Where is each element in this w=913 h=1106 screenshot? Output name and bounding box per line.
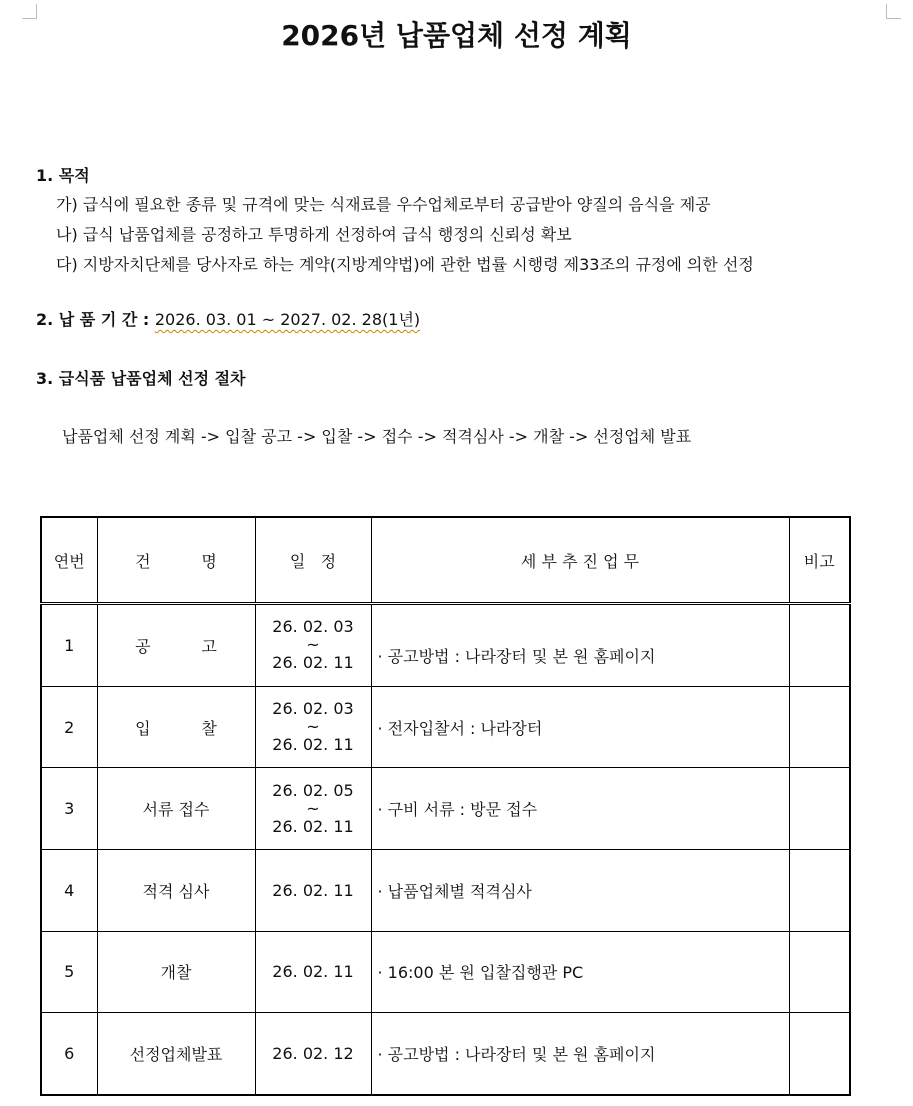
detail-text: · 공고방법 : 나라장터 및 본 원 홈페이지	[377, 646, 656, 666]
row-detail	[371, 849, 789, 931]
header-date: 일 정	[255, 517, 371, 604]
table-header-row	[41, 517, 850, 604]
section2-line	[36, 307, 420, 330]
section2-heading: 2. 납 품 기 간 :	[36, 310, 150, 329]
supply-period: 2026. 03. 01 ~ 2027. 02. 28(1년)	[154, 310, 421, 329]
row-note	[789, 604, 850, 687]
row-date: 26. 02. 11	[255, 931, 371, 1013]
header-name: 건 명	[97, 517, 255, 604]
row-date	[255, 768, 371, 850]
row-date	[255, 604, 371, 687]
table-row	[41, 686, 850, 768]
row-name: 공 고	[97, 604, 255, 687]
detail-text: · 구비 서류 : 방문 접수	[377, 800, 538, 820]
section1-item-b: 나) 급식 납품업체를 공정하고 투명하게 선정하여 급식 행정의 신뢰성 확보	[56, 225, 572, 244]
section3-heading: 3. 급식품 납품업체 선정 절차	[36, 369, 246, 388]
row-detail	[371, 931, 789, 1013]
row-name: 개찰	[97, 931, 255, 1013]
row-no: 3	[41, 768, 97, 850]
row-name: 선정업체발표	[97, 1013, 255, 1095]
section1-heading: 1. 목적	[36, 166, 90, 185]
table-row	[41, 1013, 850, 1095]
date-start: 26. 02. 05	[272, 780, 354, 800]
row-note	[789, 768, 850, 850]
row-detail	[371, 768, 789, 850]
schedule-table	[40, 516, 851, 1096]
detail-text: · 공고방법 : 나라장터 및 본 원 홈페이지	[377, 1045, 656, 1065]
detail-text: · 전자입찰서 : 나라장터	[377, 718, 543, 738]
date-start: 26. 02. 03	[272, 617, 354, 637]
row-date: 26. 02. 11	[255, 849, 371, 931]
selection-procedure: 납품업체 선정 계획 -> 입찰 공고 -> 입찰 -> 접수 -> 적격심사 -> 개찰 -> 선정업체 발표	[62, 427, 692, 446]
date-tilde: ~	[306, 635, 320, 655]
date-tilde: ~	[306, 717, 320, 736]
row-no: 5	[41, 931, 97, 1013]
date-end: 26. 02. 11	[272, 735, 354, 754]
section1-item-c: 다) 지방자치단체를 당사자로 하는 계약(지방계약법)에 관한 법률 시행령 제33조의 규정에 의한 선정	[56, 255, 754, 274]
row-no: 1	[41, 604, 97, 687]
row-note	[789, 931, 850, 1013]
table-row	[41, 849, 850, 931]
header-no: 연번	[41, 517, 97, 604]
date-tilde: ~	[306, 798, 320, 818]
row-no: 6	[41, 1013, 97, 1095]
row-name: 서류 접수	[97, 768, 255, 850]
section1-item-a: 가) 급식에 필요한 종류 및 규격에 맞는 식재료를 우수업체로부터 공급받아 양질의 음식을 제공	[56, 195, 711, 214]
row-detail	[371, 604, 789, 687]
row-note	[789, 849, 850, 931]
row-name: 적격 심사	[97, 849, 255, 931]
detail-text: · 납품업체별 적격심사	[377, 881, 532, 901]
row-detail	[371, 1013, 789, 1095]
header-detail: 세 부 추 진 업 무	[371, 517, 789, 604]
date-end: 26. 02. 11	[272, 653, 354, 673]
row-detail	[371, 686, 789, 768]
date-start: 26. 02. 03	[272, 699, 354, 718]
row-note	[789, 686, 850, 768]
date-end: 26. 02. 11	[272, 816, 354, 836]
detail-text: · 16:00 본 원 입찰집행관 PC	[377, 963, 584, 983]
row-no: 2	[41, 686, 97, 768]
header-note: 비고	[789, 517, 850, 604]
row-name: 입 찰	[97, 686, 255, 768]
table-row	[41, 931, 850, 1013]
document-title: 2026년 납품업체 선정 계획	[281, 19, 632, 52]
table-row	[41, 604, 850, 687]
table-row	[41, 768, 850, 850]
row-note	[789, 1013, 850, 1095]
row-no: 4	[41, 849, 97, 931]
row-date: 26. 02. 12	[255, 1013, 371, 1095]
row-date	[255, 686, 371, 768]
